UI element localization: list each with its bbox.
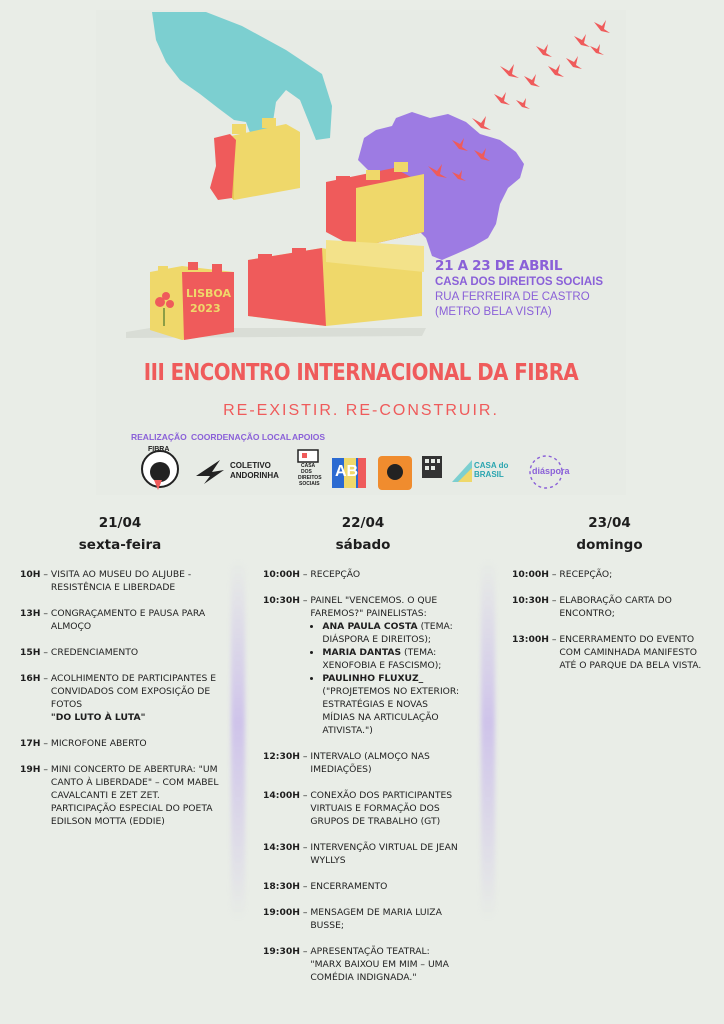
- schedule-item: 14:00H – CONEXÃO DOS PARTICIPANTES VIRTUAIS E FORMAÇÃO DOS GRUPOS DE TRABALHO (GT): [263, 789, 463, 828]
- casa-direitos-line3: DIREITOS: [298, 475, 322, 481]
- item-text: ENCERRAMENTO: [310, 881, 388, 892]
- panelist: [322, 672, 463, 737]
- date-range: 21 A 23 DE ABRIL: [435, 258, 563, 274]
- item-time: 19:30H: [263, 946, 300, 957]
- diaspora-logo-text: diáspora: [532, 466, 570, 476]
- day-column-saturday: [263, 512, 463, 997]
- day-date: 21/04: [98, 515, 142, 531]
- credit-coordenacao: COORDENAÇÃO LOCAL: [191, 432, 292, 442]
- day-weekday: sábado: [335, 537, 391, 553]
- day-weekday: sexta-feira: [78, 537, 162, 553]
- schedule-item: 10:00H – RECEPÇÃO;: [512, 568, 707, 581]
- panelist: [322, 646, 463, 672]
- schedule-item: 13H – CONGRAÇAMENTO E PAUSA PARA ALMOÇO: [20, 607, 220, 633]
- day-date: 23/04: [588, 515, 631, 531]
- casa-direitos-line4: SOCIAIS: [299, 481, 320, 487]
- item-text: MICROFONE ABERTO: [50, 738, 147, 749]
- item-time: 10:30H: [512, 595, 549, 606]
- schedule-item: 10:30H – PAINEL "VENCEMOS. O QUE FAREMOS?" PAINELISTAS: • ANA PAULA COSTA (TEMA: DIÁSPORA E DIREITOS); • MARIA DANTAS (TEMA: XENOFOBIA E FASCISMO); • PAULINHO FLUXUZ_ ("PROJETEMOS NO EXTERIOR: ESTRATÉGIAS E NOVAS MÍDIAS NA ARTICULAÇÃO ATIVISTA."): [263, 594, 463, 737]
- item-text: RECEPÇÃO: [310, 569, 361, 580]
- day-column-friday: [20, 512, 220, 841]
- schedule-item: 14:30H – INTERVENÇÃO VIRTUAL DE JEAN WYLLYS: [263, 841, 463, 867]
- casa-direitos-line1: CASA: [301, 463, 316, 469]
- abi-logo-text: AB: [335, 463, 359, 480]
- coletivo-logo-line1: COLETIVO: [230, 461, 271, 470]
- venue: CASA DOS DIREITOS SOCIAIS: [435, 276, 604, 288]
- item-text: MENSAGEM DE MARIA LUIZA BUSSE;: [310, 907, 442, 931]
- poster-illustration: [96, 10, 626, 495]
- item-text: CREDENCIAMENTO: [50, 647, 139, 658]
- day-date: 22/04: [341, 515, 385, 531]
- credit-realizacao: REALIZAÇÃO: [131, 432, 187, 442]
- schedule-item: 15H – CREDENCIAMENTO: [20, 646, 220, 659]
- schedule-item: 13:00H – ENCERRAMENTO DO EVENTO COM CAMINHADA MANIFESTO ATÉ O PARQUE DA BELA VISTA.: [512, 633, 707, 672]
- panelist-detail: (TEMA: XENOFOBIA E FASCISMO);: [322, 647, 442, 671]
- schedule-item: 10H – VISITA AO MUSEU DO ALJUBE - RESISTÊNCIA E LIBERDADE: [20, 568, 220, 594]
- coletivo-logo-line2: ANDORINHA: [230, 471, 279, 480]
- item-text: APRESENTAÇÃO TEATRAL: "MARX BAIXOU EM MIM – UMA COMÉDIA INDIGNADA.": [310, 946, 449, 983]
- item-text: PAINEL "VENCEMOS. O QUE FAREMOS?" PAINELISTAS:: [310, 595, 438, 619]
- day-header: [512, 512, 707, 556]
- item-time: 13H: [20, 608, 41, 619]
- panelist-name: PAULINHO FLUXUZ_: [322, 673, 424, 684]
- item-time: 10:00H: [263, 569, 300, 580]
- schedule-item: 10:00H – RECEPÇÃO: [263, 568, 463, 581]
- casa-brasil-line2: BRASIL: [474, 470, 504, 479]
- item-text: ENCERRAMENTO DO EVENTO COM CAMINHADA MANIFESTO ATÉ O PARQUE DA BELA VISTA.: [559, 634, 702, 671]
- schedule-item: 19H – MINI CONCERTO DE ABERTURA: "UM CANTO À LIBERDADE" – COM MABEL CAVALCANTI E ZET ZET. PARTICIPAÇÃO ESPECIAL DO POETA EDILSON MOTTA (EDDIE): [20, 764, 219, 827]
- item-time: 10:30H: [263, 595, 300, 606]
- lisboa-cube-icon: [150, 262, 234, 340]
- item-text: INTERVALO (ALMOÇO NAS IMEDIAÇÕES): [310, 751, 430, 775]
- schedule-item: 12:30H – INTERVALO (ALMOÇO NAS IMEDIAÇÕES): [263, 750, 463, 776]
- panelist-name: MARIA DANTAS: [322, 647, 402, 658]
- item-time: 19H: [20, 764, 41, 775]
- item-time: 19:00H: [263, 907, 300, 918]
- address-line2: (METRO BELA VISTA): [435, 306, 552, 318]
- event-title: III ENCONTRO INTERNACIONAL DA FIBRA: [143, 360, 579, 386]
- item-time: 13:00H: [512, 634, 549, 645]
- item-highlight: "DO LUTO À LUTA": [50, 712, 146, 723]
- item-text: RECEPÇÃO;: [559, 569, 613, 580]
- day-header: [263, 512, 463, 556]
- item-time: 12:30H: [263, 751, 300, 762]
- schedule-item: 19:00H – MENSAGEM DE MARIA LUIZA BUSSE;: [263, 906, 463, 932]
- day-column-sunday: [512, 512, 707, 685]
- casa-direitos-line2: DOS: [301, 469, 312, 475]
- item-time: 10H: [20, 569, 41, 580]
- schedule-item: 17H – MICROFONE ABERTO: [20, 737, 220, 750]
- credit-apoios: APOIOS: [292, 432, 326, 442]
- schedule-item: 10:30H – ELABORAÇÃO CARTA DO ENCONTRO;: [512, 594, 707, 620]
- cube-label-line2: 2023: [190, 302, 221, 315]
- item-text: INTERVENÇÃO VIRTUAL DE JEAN WYLLYS: [310, 842, 458, 866]
- item-time: 14:00H: [263, 790, 300, 801]
- event-poster: [96, 10, 626, 495]
- column-divider: [231, 560, 245, 920]
- schedule-item: 16H – ACOLHIMENTO DE PARTICIPANTES E CONVIDADOS COM EXPOSIÇÃO DE FOTOS "DO LUTO À LUTA": [20, 673, 217, 723]
- address-line1: RUA FERREIRA DE CASTRO: [435, 291, 590, 303]
- schedule-item: 18:30H – ENCERRAMENTO: [263, 880, 463, 893]
- panelist-detail: ("PROJETEMOS NO EXTERIOR: ESTRATÉGIAS E NOVAS MÍDIAS NA ARTICULAÇÃO ATIVISTA."): [322, 686, 460, 736]
- building-logo: [422, 456, 442, 478]
- column-divider: [481, 560, 495, 920]
- item-text: ELABORAÇÃO CARTA DO ENCONTRO;: [559, 595, 672, 619]
- casa-direitos-logo: [298, 450, 318, 462]
- casa-brasil-line1: CASA do: [474, 461, 509, 470]
- coletivo-andorinha-logo: [196, 460, 224, 484]
- day-weekday: domingo: [576, 537, 643, 553]
- item-extra: PARTICIPAÇÃO ESPECIAL DO POETA EDILSON MOTTA (EDDIE): [50, 803, 213, 827]
- orange-logo: [378, 456, 412, 490]
- panelist-detail: (TEMA: DIÁSPORA E DIREITOS);: [322, 621, 453, 645]
- casa-brasil-logo: [452, 460, 472, 482]
- day-header: [20, 512, 220, 556]
- item-time: 17H: [20, 738, 41, 749]
- panelist-list: [310, 620, 463, 737]
- item-text: CONEXÃO DOS PARTICIPANTES VIRTUAIS E FORMAÇÃO DOS GRUPOS DE TRABALHO (GT): [310, 790, 453, 827]
- item-text: ACOLHIMENTO DE PARTICIPANTES E CONVIDADOS COM EXPOSIÇÃO DE FOTOS: [50, 673, 217, 710]
- item-time: 18:30H: [263, 881, 300, 892]
- item-time: 15H: [20, 647, 41, 658]
- item-time: 14:30H: [263, 842, 300, 853]
- panelist-name: ANA PAULA COSTA: [322, 621, 418, 632]
- cube-label-line1: LISBOA: [186, 287, 231, 300]
- item-text: VISITA AO MUSEU DO ALJUBE - RESISTÊNCIA E LIBERDADE: [50, 569, 192, 593]
- panelist: [322, 620, 463, 646]
- item-time: 10:00H: [512, 569, 549, 580]
- item-text: CONGRAÇAMENTO E PAUSA PARA ALMOÇO: [50, 608, 206, 632]
- event-subtitle: RE-EXISTIR. RE-CONSTRUIR.: [223, 402, 499, 419]
- item-time: 16H: [20, 673, 41, 684]
- item-text: MINI CONCERTO DE ABERTURA: "UM CANTO À LIBERDADE" – COM MABEL CAVALCANTI E ZET ZET.: [50, 764, 219, 801]
- schedule-item: 19:30H – APRESENTAÇÃO TEATRAL: "MARX BAIXOU EM MIM – UMA COMÉDIA INDIGNADA.": [263, 945, 463, 984]
- fibra-logo: [142, 451, 178, 490]
- fibra-logo-text: FIBRA: [148, 446, 170, 453]
